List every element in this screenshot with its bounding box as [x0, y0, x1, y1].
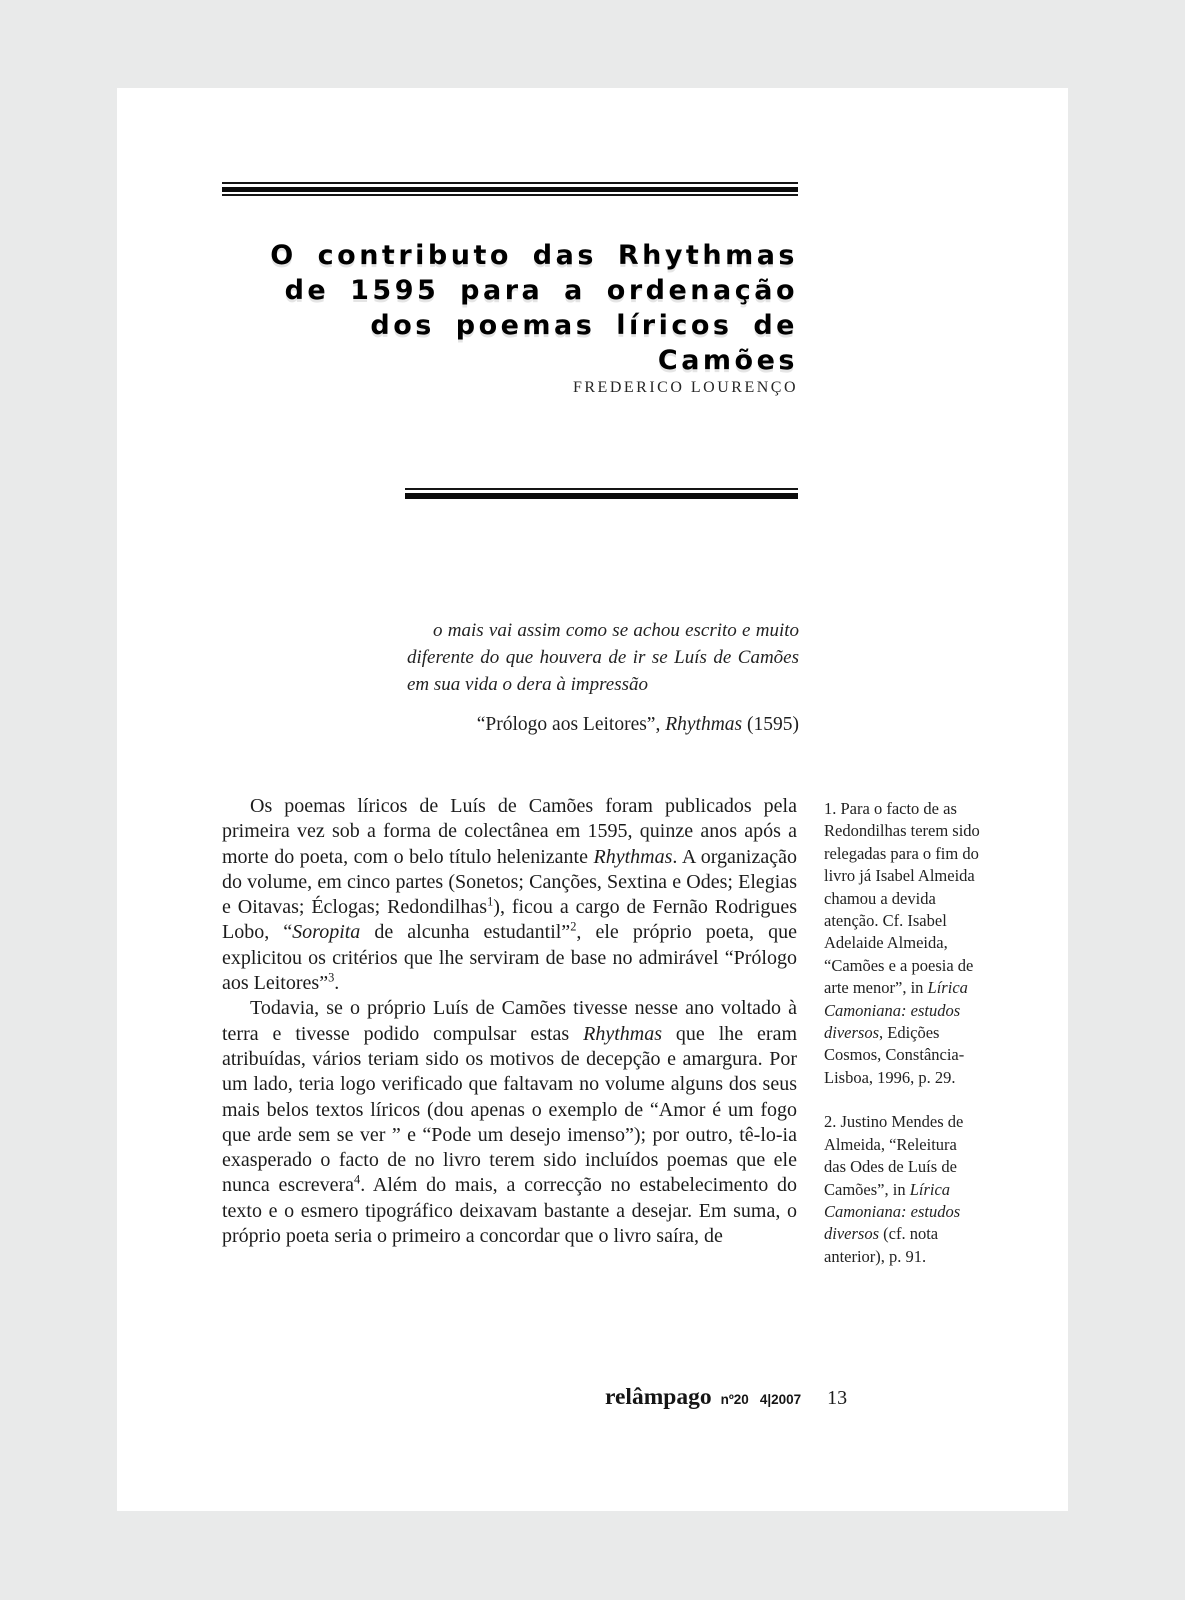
body-paragraph: Os poemas líricos de Luís de Camões foram publicados pela primeira vez sob a forma de colectânea em 1595, quinze anos após a morte do poeta, com o belo título helenizante Rhythmas. A organização do volume, em cinco partes (Sonetos; Canções, Sextina e Odes; Elegias e Oitavas; Éclogas; Redondilhas$^1$), ficou a cargo de Fernão Rodrigues Lobo, “Soropita de alcunha estudantil”$^2$, ele próprio poeta, que explicitou os critérios que lhe serviram de base no admirável “Prólogo aos Leitores”$^3$. [222, 795, 798, 995]
article-page [117, 88, 1068, 1511]
body-text [222, 794, 797, 1249]
article-title-line: de 1595 para a ordenação [284, 275, 798, 306]
page-footer [605, 1384, 847, 1411]
footnote-1: 1. Para o facto de as Redondilhas terem sido relegadas para o fim do livro já Isabel Almeida chamou a devida atenção. Cf. Isabel Adelaide Almeida, “Camões e a poesia de arte menor”, in Lírica Camoniana: estudos diversos, Edições Cosmos, Constância-Lisboa, 1996, p. 29. [824, 799, 980, 1087]
issue-number: nº20 [720, 1392, 749, 1407]
page-number: 13 [827, 1387, 848, 1409]
issue-date: 4|2007 [759, 1392, 802, 1407]
body-paragraph: Todavia, se o próprio Luís de Camões tivesse nesse ano voltado à terra e tivesse podido compulsar estas Rhythmas que lhe eram atribuídas, vários teriam sido os motivos de decepção e amargura. Por um lado, teria logo verificado que faltavam no volume alguns dos seus mais belos textos líricos (dou apenas o exemplo de “Amor é um fogo que arde sem se ver ” e “Pode um desejo imenso”); por outro, tê-lo-ia exasperado o facto de no livro terem sido incluídos poemas que ele nunca escrevera$^4$. Além do mais, a correcção no estabelecimento do texto e o esmero tipográfico deixavam bastante a desejar. Em suma, o próprio poeta seria o primeiro a concordar que o livro saíra, de [222, 997, 798, 1248]
epigraph-attribution: “Prólogo aos Leitores”, Rhythmas (1595) [476, 714, 799, 735]
epigraph-quote: o mais vai assim como se achou escrito e muito diferente do que houvera de ir se Luís de Camões em sua vida o dera à impressão [407, 620, 799, 695]
footnotes-column [824, 798, 981, 1290]
author-name: FREDERICO LOURENÇO [572, 379, 798, 396]
double-rule-mid [405, 488, 798, 499]
article-title [212, 238, 798, 378]
article-title-line: dos poemas líricos de Camões [370, 310, 798, 376]
article-title-line: O contributo das Rhythmas [270, 240, 798, 271]
rule-line [222, 194, 798, 196]
journal-name: relâmpago [605, 1384, 712, 1410]
rule-line [405, 493, 798, 499]
double-rule-top [222, 182, 798, 196]
footnote-2: 2. Justino Mendes de Almeida, “Releitura das Odes de Luís de Camões”, in Lírica Camoniana: estudos diversos (cf. nota anterior), p. 91. [824, 1112, 964, 1266]
